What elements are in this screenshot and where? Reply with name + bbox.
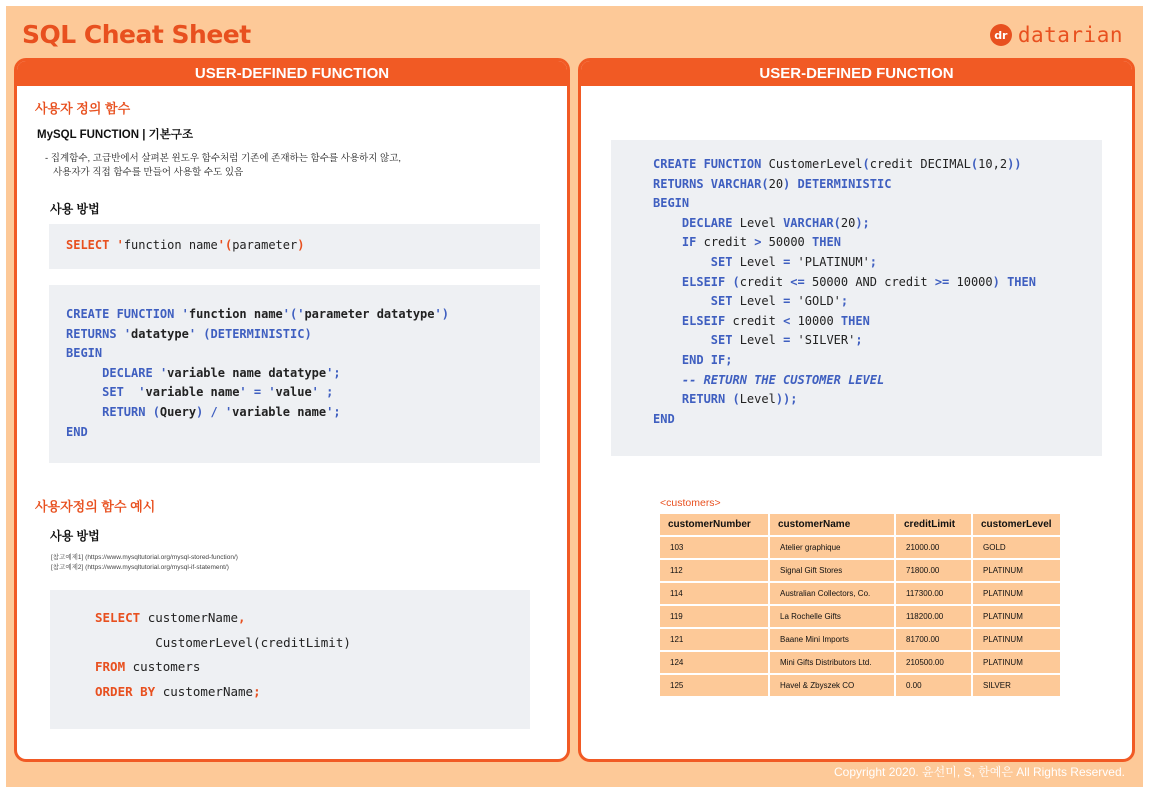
- section-title-udf: 사용자 정의 함수: [35, 101, 131, 116]
- customers-table: [660, 514, 1062, 698]
- table-row: [660, 628, 1061, 651]
- reference-link-1[interactable]: [참고예제1] (https://www.mysqltutorial.org/mysql-stored-function/): [51, 554, 238, 561]
- credit-limit-cell: 21000.00: [895, 536, 972, 559]
- code-create-function-syntax: CREATE FUNCTION 'function name'('parameter datatype') RETURNS 'datatype' (DETERMINISTIC) BEGIN DECLARE 'variable name datatype'; SET 'variable name' = 'value' ; RETURN (Query) / 'variable name'; END: [49, 285, 540, 463]
- customer-number-cell: 124: [660, 651, 769, 674]
- table-row: [660, 536, 1061, 559]
- customer-name-cell: Australian Collectors, Co.: [769, 582, 895, 605]
- code-customer-level-function: CREATE FUNCTION CustomerLevel(credit DECIMAL(10,2)) RETURNS VARCHAR(20) DETERMINISTIC BEGIN DECLARE Level VARCHAR(20); IF credit > 50000 THEN SET Level = 'PLATINUM'; ELSEIF (credit <= 50000 AND credit >= 10000) THEN SET Level = 'GOLD'; ELSEIF credit < 10000 THEN SET Level = 'SILVER'; END IF; -- RETURN THE CUSTOMER LEVEL RETURN (Level)); END: [611, 140, 1102, 456]
- customer-name-cell: Baane Mini Imports: [769, 628, 895, 651]
- table-row: [660, 559, 1061, 582]
- customer-number-cell: 103: [660, 536, 769, 559]
- page-title: SQL Cheat Sheet: [22, 20, 251, 49]
- left-panel: [14, 58, 570, 762]
- right-panel-heading: USER-DEFINED FUNCTION: [581, 61, 1132, 86]
- note-line-1: - 집계함수, 고급반에서 살펴본 윈도우 함수처럼 기존에 존재하는 함수를 사용하지 않고,: [45, 153, 402, 164]
- datarian-logo-icon: dr: [990, 24, 1012, 46]
- table-row: [660, 605, 1061, 628]
- table-header-row: [660, 514, 1061, 536]
- customer-level-cell: GOLD: [972, 536, 1061, 559]
- column-header-credit-limit: creditLimit: [895, 514, 972, 536]
- customer-level-cell: PLATINUM: [972, 605, 1061, 628]
- customer-level-cell: PLATINUM: [972, 559, 1061, 582]
- customer-name-cell: Signal Gift Stores: [769, 559, 895, 582]
- usage-label-2: 사용 방법: [50, 529, 100, 543]
- customer-name-cell: La Rochelle Gifts: [769, 605, 895, 628]
- credit-limit-cell: 0.00: [895, 674, 972, 697]
- customer-name-cell: Atelier graphique: [769, 536, 895, 559]
- customer-number-cell: 119: [660, 605, 769, 628]
- customer-level-cell: PLATINUM: [972, 582, 1061, 605]
- brand-name: datarian: [1017, 23, 1123, 47]
- reference-links: [51, 553, 238, 573]
- copyright: Copyright 2020. 윤선미, S, 한예은 All Rights Reserved.: [834, 765, 1125, 779]
- table-row: [660, 651, 1061, 674]
- cheat-sheet-page: [6, 6, 1143, 787]
- customer-number-cell: 121: [660, 628, 769, 651]
- customer-name-cell: Havel & Zbyszek CO: [769, 674, 895, 697]
- note-line-2: 사용자가 직접 함수를 만들어 사용할 수도 있음: [53, 167, 244, 178]
- credit-limit-cell: 81700.00: [895, 628, 972, 651]
- credit-limit-cell: 117300.00: [895, 582, 972, 605]
- reference-link-2[interactable]: [참고예제2] (https://www.mysqltutorial.org/mysql-if-statement/): [51, 564, 229, 571]
- customer-level-cell: PLATINUM: [972, 651, 1061, 674]
- table-row: [660, 674, 1061, 697]
- description-note: [45, 152, 401, 180]
- customer-level-cell: PLATINUM: [972, 628, 1061, 651]
- brand: [990, 23, 1123, 47]
- column-header-customer-level: customerLevel: [972, 514, 1061, 536]
- credit-limit-cell: 118200.00: [895, 605, 972, 628]
- customer-name-cell: Mini Gifts Distributors Ltd.: [769, 651, 895, 674]
- section-title-udf-example: 사용자정의 함수 예시: [35, 499, 156, 514]
- section-subtitle-mysql-function: MySQL FUNCTION | 기본구조: [37, 129, 194, 141]
- customer-number-cell: 125: [660, 674, 769, 697]
- column-header-customer-number: customerNumber: [660, 514, 769, 536]
- code-select-syntax: SELECT 'function name'(parameter): [49, 224, 540, 269]
- customer-number-cell: 112: [660, 559, 769, 582]
- code-example-query: SELECT customerName, CustomerLevel(creditLimit) FROM customers ORDER BY customerName;: [50, 590, 530, 729]
- right-panel: [578, 58, 1135, 762]
- credit-limit-cell: 210500.00: [895, 651, 972, 674]
- customers-table-body: [660, 536, 1061, 697]
- customer-number-cell: 114: [660, 582, 769, 605]
- column-header-customer-name: customerName: [769, 514, 895, 536]
- table-row: [660, 582, 1061, 605]
- customer-level-cell: SILVER: [972, 674, 1061, 697]
- table-caption: <customers>: [660, 497, 721, 509]
- usage-label: 사용 방법: [50, 202, 100, 216]
- left-panel-heading: USER-DEFINED FUNCTION: [17, 61, 567, 86]
- credit-limit-cell: 71800.00: [895, 559, 972, 582]
